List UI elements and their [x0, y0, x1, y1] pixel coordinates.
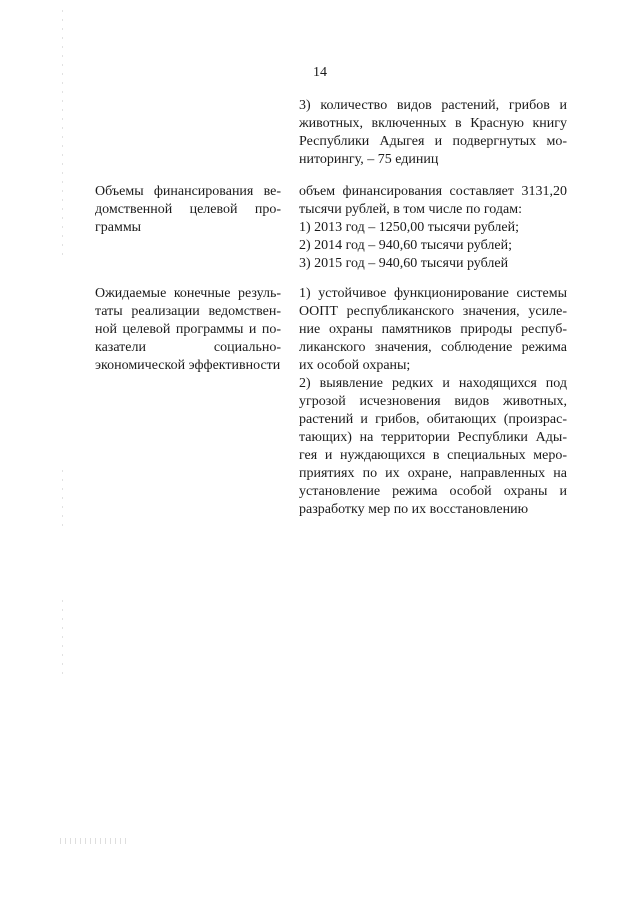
text-line: угрозой исчезновения видов животных, — [299, 394, 567, 409]
text-line: 2) выявление редких и находящихся под — [299, 376, 567, 391]
scan-dots-artifact — [60, 838, 130, 844]
text-line: тысячи рублей, в том числе по годам: — [299, 202, 522, 217]
text-line: ной целевой программы и по- — [95, 322, 281, 337]
text-line: Ожидаемые конечные резуль- — [95, 286, 281, 301]
text-line: растений и грибов, обитающих (произрас- — [299, 412, 567, 427]
scan-edge-artifact — [62, 470, 63, 530]
text-line: 1) 2013 год – 1250,00 тысячи рублей; — [299, 220, 519, 235]
text-line: приятиях по их охране, направленных на — [299, 466, 567, 481]
text-line: разработку мер по их восстановлению — [299, 502, 529, 517]
text-line: 3) 2015 год – 940,60 тысячи рублей — [299, 256, 509, 271]
text-line: 2) 2014 год – 940,60 тысячи рублей; — [299, 238, 512, 253]
text-line: экономической эффективности — [95, 358, 281, 373]
text-line: гея и нуждающихся в специальных меро- — [299, 448, 567, 463]
text-line: тающих) на территории Республики Ады- — [299, 430, 567, 445]
text-line: Объемы финансирования ве- — [95, 184, 281, 199]
text-line: граммы — [95, 220, 142, 235]
text-line: ние охраны памятников природы респуб- — [299, 322, 567, 337]
scan-edge-artifact — [62, 10, 63, 260]
text-line: животных, включенных в Красную книгу — [299, 116, 567, 131]
text-line: установление режима особой охраны и — [299, 484, 567, 499]
text-line: ниторингу, – 75 единиц — [299, 152, 439, 167]
text-line: 3) количество видов растений, грибов и — [299, 98, 567, 113]
text-line: Республики Адыгея и подвергнутых мо- — [299, 134, 567, 149]
text-line: домственной целевой про- — [95, 202, 281, 217]
page-number: 14 — [313, 65, 327, 80]
text-line: их особой охраны; — [299, 358, 411, 373]
scan-edge-artifact — [62, 600, 63, 680]
indicator-continuation — [299, 97, 567, 169]
financing-value — [299, 183, 567, 273]
text-line: объем финансирования составляет 3131,20 — [299, 184, 567, 199]
text-line: ООПТ республиканского значения, усиле- — [299, 304, 567, 319]
expected-results-label — [95, 285, 281, 375]
text-line: казатели социально- — [95, 340, 281, 355]
expected-results-value — [299, 285, 567, 519]
text-line: 1) устойчивое функционирование системы — [299, 286, 567, 301]
financing-label — [95, 183, 281, 237]
text-line: ликанского значения, соблюдение режима — [299, 340, 567, 355]
text-line: таты реализации ведомствен- — [95, 304, 281, 319]
